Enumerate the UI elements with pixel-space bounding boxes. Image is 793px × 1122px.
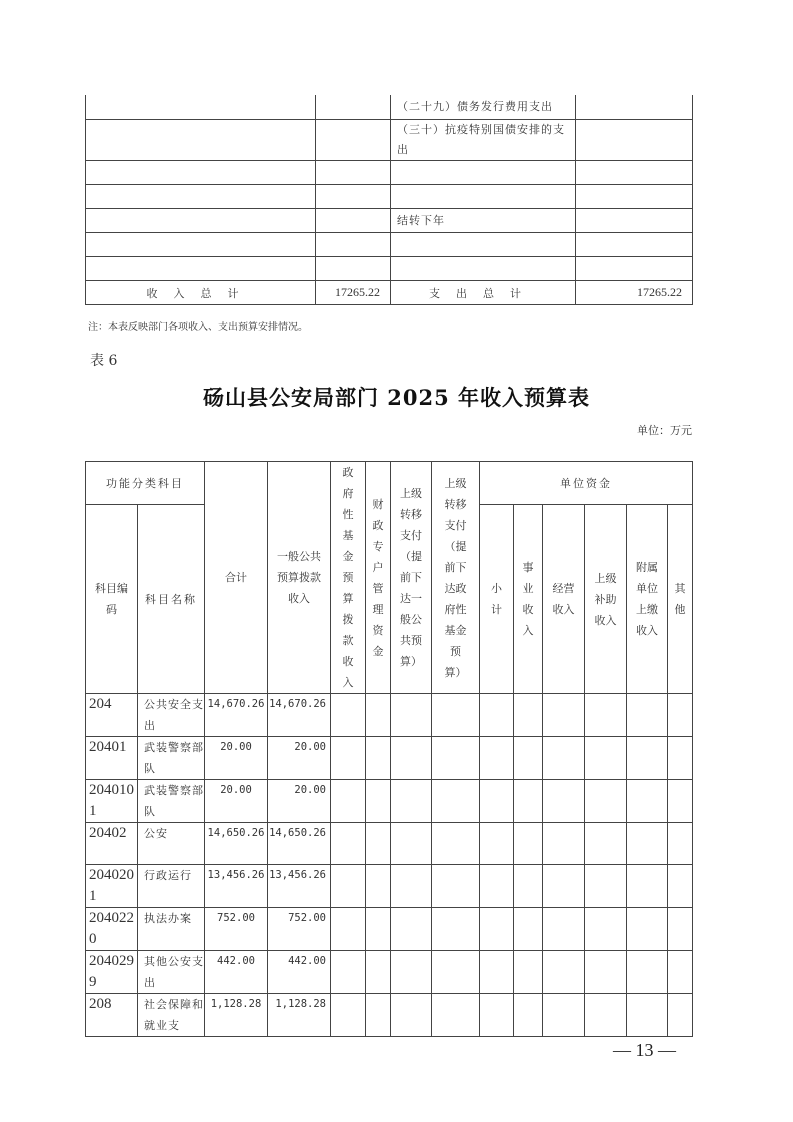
- empty-cell: [331, 780, 366, 823]
- empty-cell: [514, 951, 543, 994]
- header-operating-income: [543, 505, 585, 694]
- table-row: [86, 737, 693, 780]
- header-business-income-text: 事业收入: [522, 561, 534, 638]
- total-amount-cell: 442.00: [205, 951, 268, 994]
- table-row: [86, 823, 693, 865]
- expense-item: [391, 161, 576, 185]
- empty-cell: [585, 951, 627, 994]
- total-amount-cell: 14,670.26: [205, 694, 268, 737]
- subject-name-cell: 公安: [138, 823, 205, 865]
- empty-cell: [366, 780, 391, 823]
- empty-cell: [627, 865, 668, 908]
- header-subtotal-text: 小计: [491, 582, 502, 617]
- header-transfer-gov-fund-text: 上级转移支付（提前下达政府性基金预算）: [444, 476, 467, 679]
- expense-amount: [576, 120, 693, 161]
- table-note: 注：本表反映部门各项收入、支出预算安排情况。: [88, 322, 308, 333]
- empty-cell: [585, 865, 627, 908]
- header-other: [668, 505, 693, 694]
- table-row: [86, 780, 693, 823]
- empty-cell: [432, 994, 480, 1037]
- empty-cell: [668, 865, 693, 908]
- subject-name-cell: 社会保障和就业支: [138, 994, 205, 1037]
- header-subject-code: [86, 505, 138, 694]
- empty-cell: [331, 951, 366, 994]
- subject-code-cell: 204: [86, 694, 138, 737]
- header-superior-subsidy-text: 上级补助收入: [594, 571, 617, 627]
- empty-cell: [585, 823, 627, 865]
- empty-cell: [480, 908, 514, 951]
- header-row: [86, 462, 693, 505]
- expense-item: [391, 185, 576, 209]
- page-title: 砀山县公安局部门 2025 年收入预算表: [202, 385, 591, 410]
- expense-item: （二十九）债务发行费用支出: [391, 95, 576, 120]
- empty-cell: [514, 823, 543, 865]
- table-row: [86, 257, 693, 281]
- empty-cell: [391, 780, 432, 823]
- empty-cell: [432, 823, 480, 865]
- empty-cell: [668, 951, 693, 994]
- income-amount: [316, 161, 391, 185]
- income-amount: [316, 120, 391, 161]
- empty-cell: [366, 994, 391, 1037]
- empty-cell: [480, 865, 514, 908]
- header-gov-fund-budget: [331, 462, 366, 694]
- expense-amount: [576, 95, 693, 120]
- income-item: [86, 95, 316, 120]
- empty-cell: [668, 908, 693, 951]
- income-item: [86, 120, 316, 161]
- general-budget-amount-cell: 20.00: [268, 737, 331, 780]
- empty-cell: [585, 737, 627, 780]
- general-budget-amount-cell: 20.00: [268, 780, 331, 823]
- header-functional-category: 功能分类科目: [86, 462, 205, 505]
- subject-code-cell: 2040101: [86, 780, 138, 823]
- header-fiscal-special-account-text: 财政专户管理资金: [372, 497, 384, 658]
- empty-cell: [331, 694, 366, 737]
- empty-cell: [627, 994, 668, 1037]
- empty-cell: [514, 994, 543, 1037]
- empty-cell: [366, 865, 391, 908]
- empty-cell: [543, 694, 585, 737]
- empty-cell: [432, 737, 480, 780]
- empty-cell: [432, 908, 480, 951]
- empty-cell: [480, 994, 514, 1037]
- empty-cell: [627, 908, 668, 951]
- income-amount: [316, 257, 391, 281]
- unit-label: 单位：万元: [637, 424, 692, 437]
- empty-cell: [627, 823, 668, 865]
- income-amount: [316, 209, 391, 233]
- table-row: [86, 185, 693, 209]
- header-subject-code-text: 科目编码: [95, 582, 128, 617]
- expense-amount: [576, 257, 693, 281]
- expense-item: 结转下年: [391, 209, 576, 233]
- empty-cell: [391, 823, 432, 865]
- total-amount-cell: 14,650.26: [205, 823, 268, 865]
- header-transfer-general-text: 上级转移支付（提前下达一般公共预算）: [400, 487, 422, 668]
- expense-amount: [576, 233, 693, 257]
- expense-amount: [576, 161, 693, 185]
- table-row: [86, 161, 693, 185]
- empty-cell: [627, 694, 668, 737]
- empty-cell: [514, 694, 543, 737]
- header-affiliated-income-text: 附属单位上缴收入: [636, 561, 658, 638]
- page-number: — 13 —: [613, 1040, 676, 1060]
- empty-cell: [668, 780, 693, 823]
- header-gov-fund-budget-text: 政府性基金预算拨款收入: [342, 466, 354, 689]
- subject-code-cell: 208: [86, 994, 138, 1037]
- subject-code-cell: 2040201: [86, 865, 138, 908]
- empty-cell: [432, 865, 480, 908]
- expense-item: （三十）抗疫特别国债安排的支出: [391, 120, 576, 161]
- empty-cell: [391, 737, 432, 780]
- income-item: [86, 257, 316, 281]
- empty-cell: [366, 908, 391, 951]
- total-amount-cell: 752.00: [205, 908, 268, 951]
- income-expense-summary-table: [85, 95, 693, 305]
- income-item: [86, 209, 316, 233]
- header-general-public-budget: [268, 462, 331, 694]
- total-row: [86, 281, 693, 305]
- subject-name-cell: 其他公安支出: [138, 951, 205, 994]
- table-row: [86, 209, 693, 233]
- total-amount-cell: 20.00: [205, 780, 268, 823]
- header-subject-name: 科目名称: [138, 505, 205, 694]
- empty-cell: [331, 994, 366, 1037]
- expense-total-value: 17265.22: [576, 281, 693, 305]
- total-amount-cell: 20.00: [205, 737, 268, 780]
- header-transfer-gov-fund: [432, 462, 480, 694]
- subject-code-cell: 20402: [86, 823, 138, 865]
- general-budget-amount-cell: 14,650.26: [268, 823, 331, 865]
- total-amount-cell: 1,128.28: [205, 994, 268, 1037]
- header-general-public-budget-text: 一般公共预算拨款收入: [277, 550, 321, 605]
- expense-amount: [576, 185, 693, 209]
- empty-cell: [585, 694, 627, 737]
- empty-cell: [627, 951, 668, 994]
- empty-cell: [366, 694, 391, 737]
- income-amount: [316, 233, 391, 257]
- empty-cell: [514, 908, 543, 951]
- empty-cell: [514, 780, 543, 823]
- empty-cell: [331, 737, 366, 780]
- table-row: [86, 865, 693, 908]
- empty-cell: [627, 780, 668, 823]
- empty-cell: [366, 737, 391, 780]
- general-budget-amount-cell: 442.00: [268, 951, 331, 994]
- table-row: [86, 994, 693, 1037]
- table-row: [86, 951, 693, 994]
- expense-amount: [576, 209, 693, 233]
- empty-cell: [585, 780, 627, 823]
- empty-cell: [543, 737, 585, 780]
- income-budget-table: [85, 461, 693, 1037]
- empty-cell: [668, 737, 693, 780]
- table-row: [86, 120, 693, 161]
- empty-cell: [668, 823, 693, 865]
- subject-name-cell: 公共安全支出: [138, 694, 205, 737]
- empty-cell: [480, 951, 514, 994]
- empty-cell: [391, 908, 432, 951]
- income-item: [86, 233, 316, 257]
- empty-cell: [331, 823, 366, 865]
- general-budget-amount-cell: 14,670.26: [268, 694, 331, 737]
- subject-name-cell: 武装警察部队: [138, 780, 205, 823]
- subject-code-cell: 2040299: [86, 951, 138, 994]
- empty-cell: [543, 823, 585, 865]
- income-total-value: 17265.22: [316, 281, 391, 305]
- empty-cell: [366, 951, 391, 994]
- subject-code-cell: 20401: [86, 737, 138, 780]
- empty-cell: [585, 908, 627, 951]
- table-row: [86, 908, 693, 951]
- empty-cell: [391, 994, 432, 1037]
- empty-cell: [627, 737, 668, 780]
- header-affiliated-income: [627, 505, 668, 694]
- empty-cell: [480, 694, 514, 737]
- empty-cell: [432, 694, 480, 737]
- header-operating-income-text: 经营收入: [552, 582, 575, 617]
- general-budget-amount-cell: 1,128.28: [268, 994, 331, 1037]
- header-other-text: 其他: [674, 582, 686, 617]
- empty-cell: [432, 951, 480, 994]
- empty-cell: [432, 780, 480, 823]
- empty-cell: [543, 908, 585, 951]
- header-business-income: [514, 505, 543, 694]
- empty-cell: [543, 780, 585, 823]
- header-unit-funds: 单位资金: [480, 462, 693, 505]
- income-item: [86, 161, 316, 185]
- subject-name-cell: 行政运行: [138, 865, 205, 908]
- general-budget-amount-cell: 13,456.26: [268, 865, 331, 908]
- empty-cell: [331, 865, 366, 908]
- empty-cell: [366, 823, 391, 865]
- header-subtotal: [480, 505, 514, 694]
- header-fiscal-special-account: [366, 462, 391, 694]
- subject-name-cell: 武装警察部队: [138, 737, 205, 780]
- income-amount: [316, 95, 391, 120]
- empty-cell: [480, 780, 514, 823]
- empty-cell: [514, 865, 543, 908]
- empty-cell: [668, 994, 693, 1037]
- header-total: 合计: [205, 462, 268, 694]
- income-amount: [316, 185, 391, 209]
- empty-cell: [543, 994, 585, 1037]
- empty-cell: [480, 823, 514, 865]
- total-amount-cell: 13,456.26: [205, 865, 268, 908]
- empty-cell: [480, 737, 514, 780]
- empty-cell: [543, 951, 585, 994]
- empty-cell: [331, 908, 366, 951]
- empty-cell: [514, 737, 543, 780]
- income-total-label: 收入总计: [86, 281, 316, 305]
- empty-cell: [585, 994, 627, 1037]
- subject-name-cell: 执法办案: [138, 908, 205, 951]
- table-number: 表 6: [90, 353, 118, 369]
- expense-total-label: 支出总计: [391, 281, 576, 305]
- income-item: [86, 185, 316, 209]
- header-transfer-general: [391, 462, 432, 694]
- expense-item: [391, 257, 576, 281]
- table-row: [86, 95, 693, 120]
- subject-code-cell: 2040220: [86, 908, 138, 951]
- expense-item: [391, 233, 576, 257]
- empty-cell: [391, 951, 432, 994]
- table-row: [86, 233, 693, 257]
- empty-cell: [668, 694, 693, 737]
- table-row: [86, 694, 693, 737]
- empty-cell: [391, 694, 432, 737]
- header-superior-subsidy: [585, 505, 627, 694]
- general-budget-amount-cell: 752.00: [268, 908, 331, 951]
- empty-cell: [543, 865, 585, 908]
- empty-cell: [391, 865, 432, 908]
